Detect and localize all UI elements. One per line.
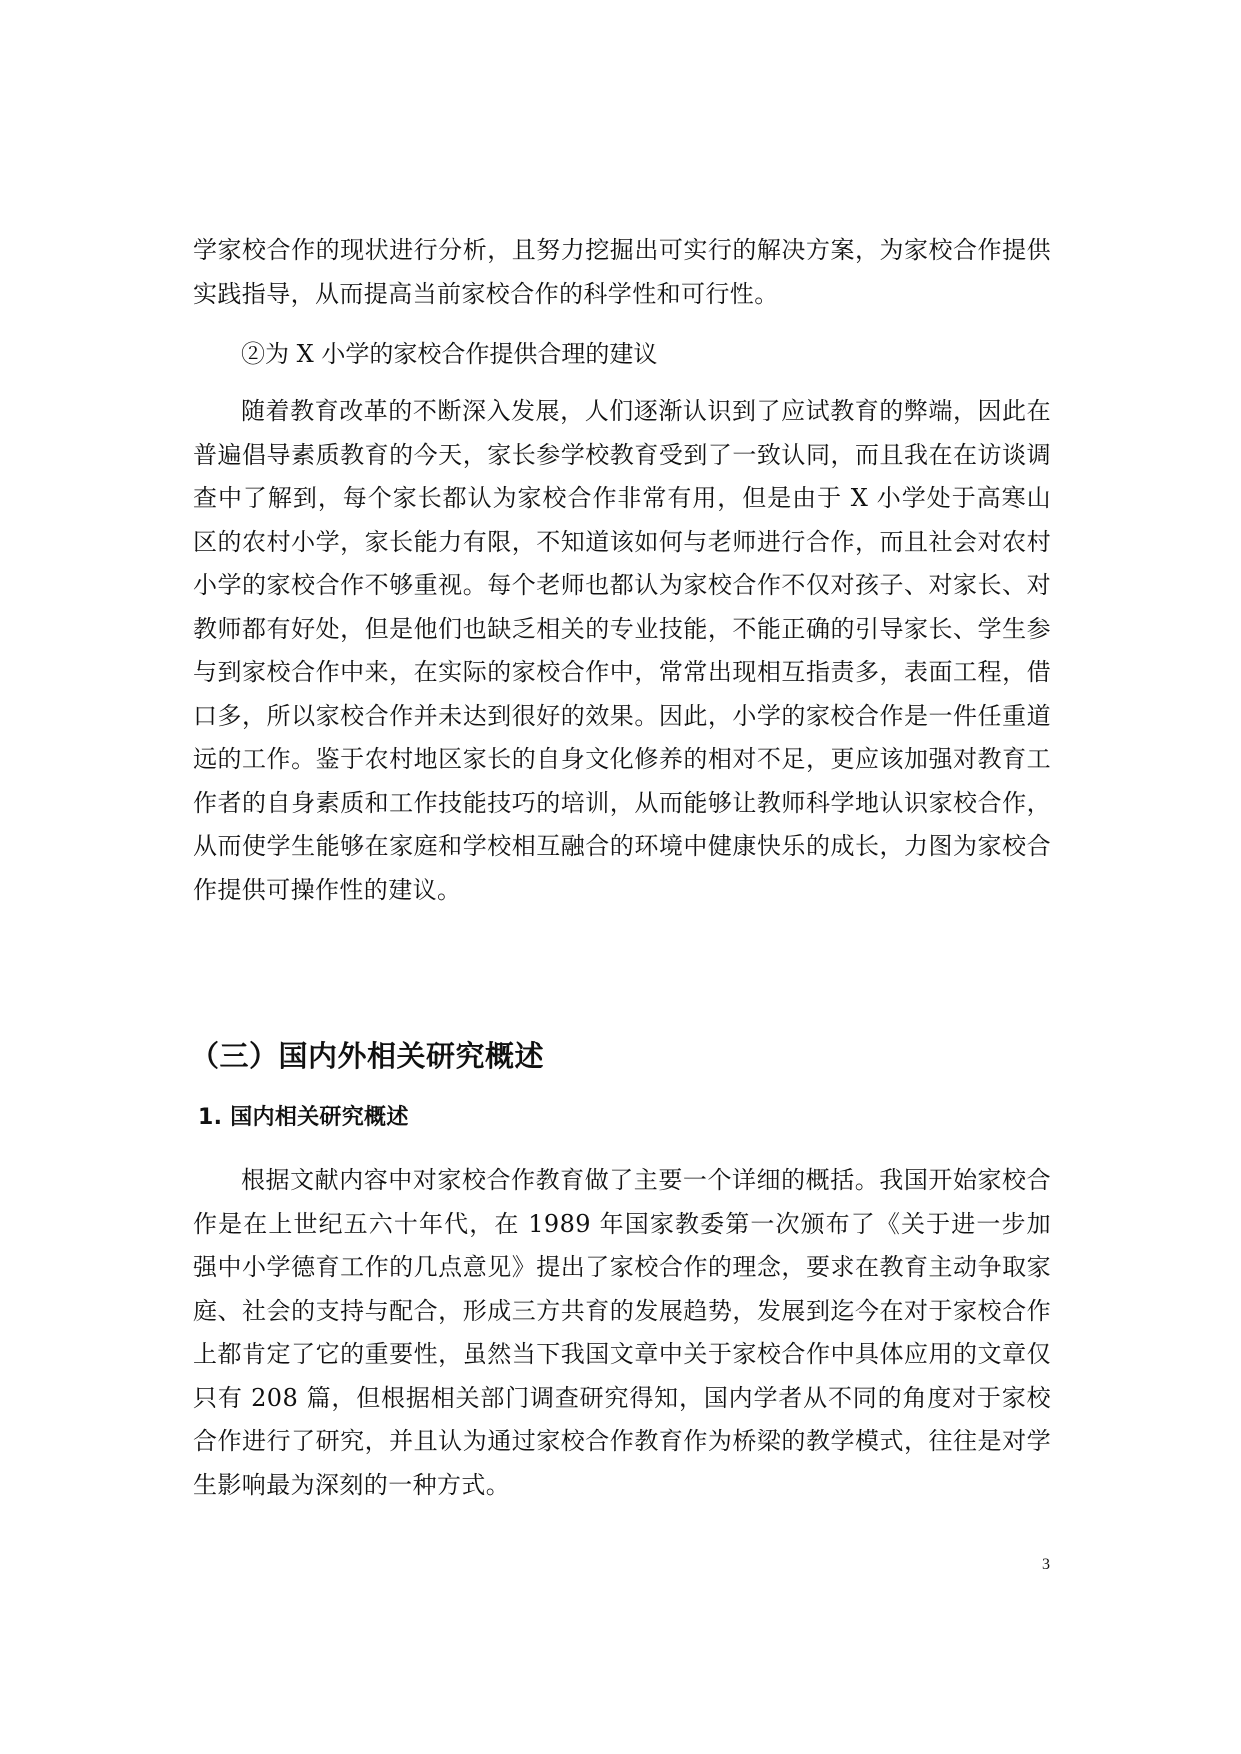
list-item-heading: ②为 X 小学的家校合作提供合理的建议 xyxy=(241,340,658,368)
body-paragraph: 根据文献内容中对家校合作教育做了主要一个详细的概括。我国开始家校合作是在上世纪五六十年代，在 1989 年国家教委第一次颁布了《关于进一步加强中小学德育工作的几点意见》提出了家校合作的理念，要求在教育主动争取家庭、社会的支持与配合，形成三方共育的发展趋势，发展到迄今在对于家校合作上都肯定了它的重要性，虽然当下我国文章中关于家校合作中具体应用的文章仅只有 208 篇，但根据相关部门调查研究得知，国内学者从不同的角度对于家校合作进行了研究，并且认为通过家校合作教育作为桥梁的教学模式，往往是对学生影响最为深刻的一种方式。 xyxy=(193,1166,1051,1499)
body-paragraph-continued: 学家校合作的现状进行分析，且努力挖掘出可实行的解决方案，为家校合作提供实践指导，从而提高当前家校合作的科学性和可行性。 xyxy=(193,236,1051,308)
subsection-heading: 1. 国内相关研究概述 xyxy=(198,1105,409,1130)
page-number: 3 xyxy=(1042,1556,1050,1573)
section-heading: （三）国内外相关研究概述 xyxy=(190,1039,545,1073)
body-paragraph: 随着教育改革的不断深入发展，人们逐渐认识到了应试教育的弊端，因此在普遍倡导素质教育的今天，家长参学校教育受到了一致认同，而且我在在访谈调查中了解到，每个家长都认为家校合作非常有用，但是由于 X 小学处于高寒山区的农村小学，家长能力有限，不知道该如何与老师进行合作，而且社会对农村小学的家校合作不够重视。每个老师也都认为家校合作不仅对孩子、对家长、对教师都有好处，但是他们也缺乏相关的专业技能，不能正确的引导家长、学生参与到家校合作中来，在实际的家校合作中，常常出现相互指责多，表面工程，借口多，所以家校合作并未达到很好的效果。因此，小学的家校合作是一件任重道远的工作。鉴于农村地区家长的自身文化修养的相对不足，更应该加强对教育工作者的自身素质和工作技能技巧的培训，从而能够让教师科学地认识家校合作，从而使学生能够在家庭和学校相互融合的环境中健康快乐的成长，力图为家校合作提供可操作性的建议。 xyxy=(193,397,1051,904)
